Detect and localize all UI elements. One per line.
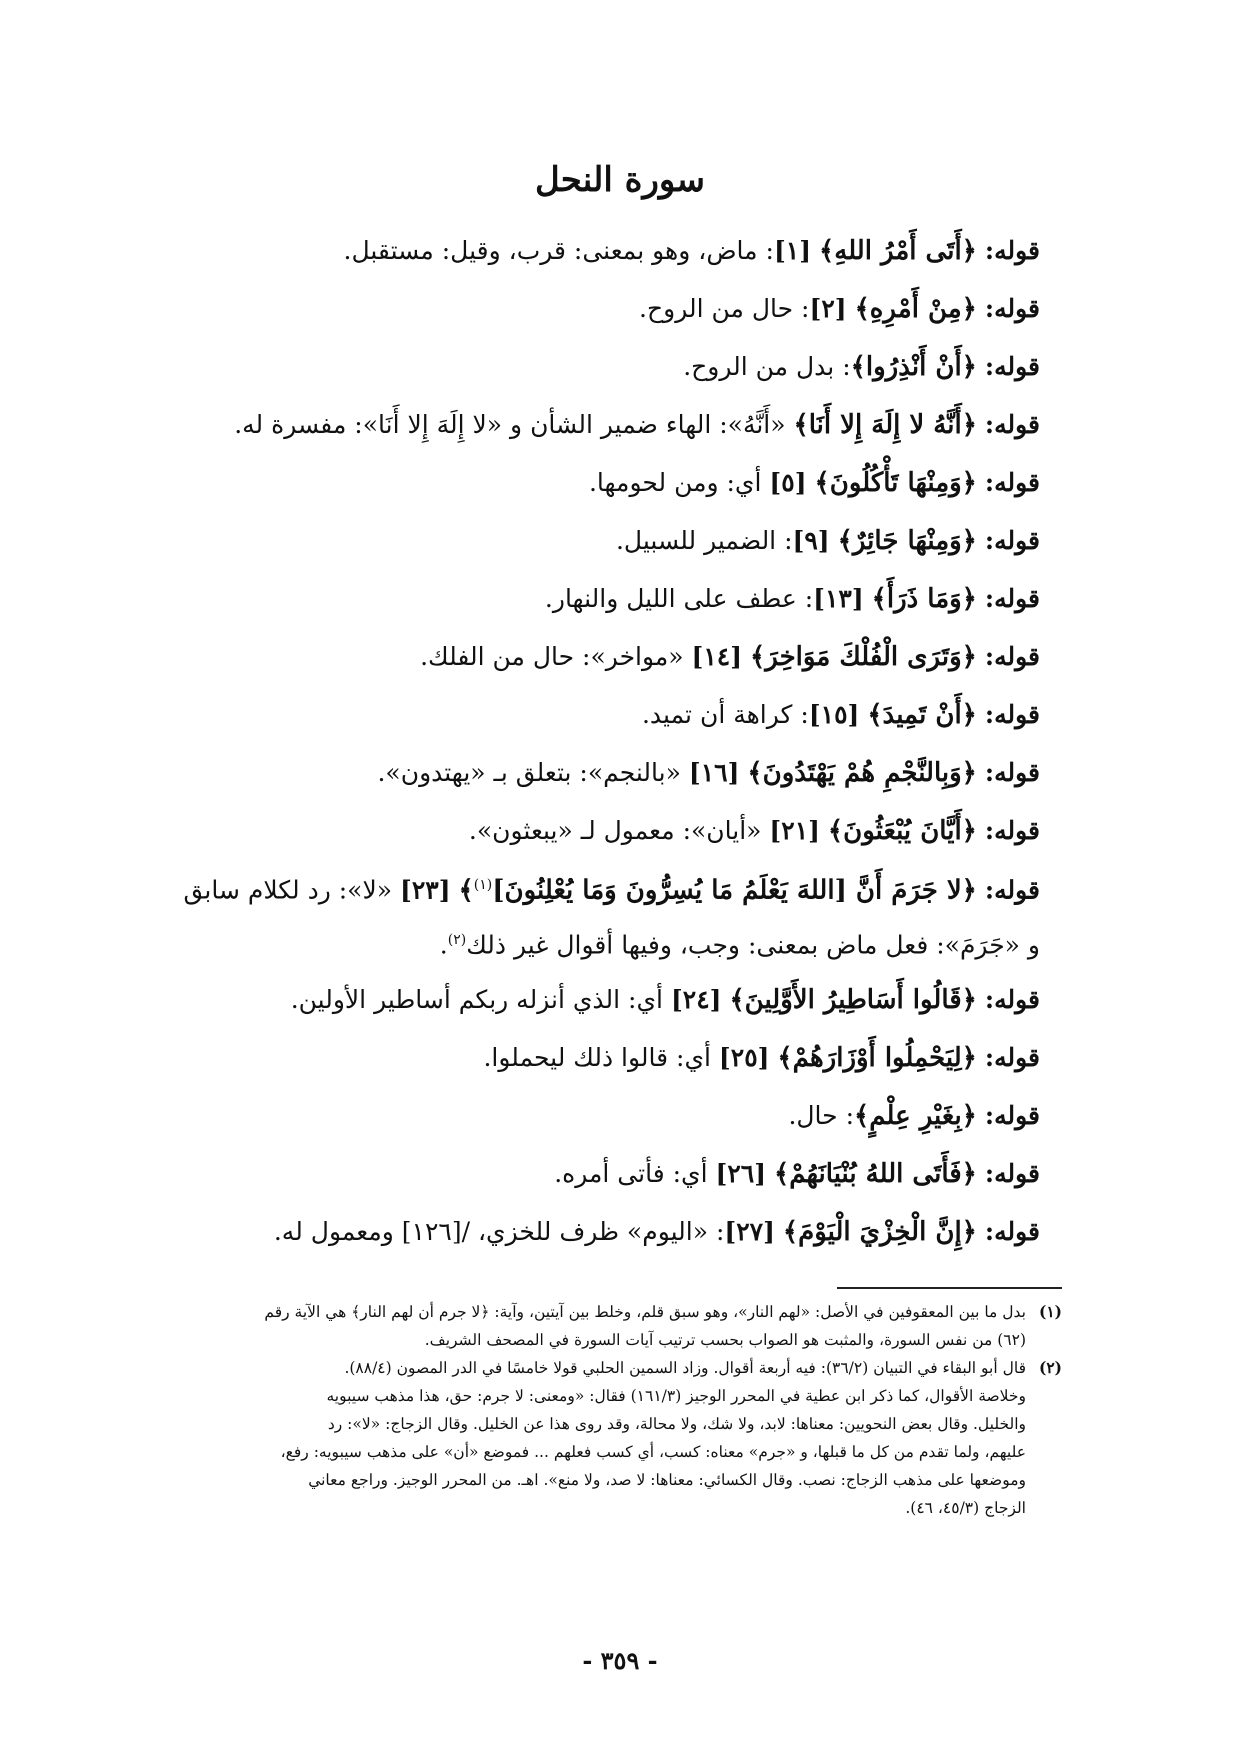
- entry-12: [0, 860, 1040, 971]
- footnote-marker[interactable]: (٢): [447, 932, 467, 949]
- entry-text: أي: قالوا ذلك ليحملوا.: [483, 1042, 711, 1072]
- page-number: - ٣٥٩ -: [582, 1646, 658, 1675]
- entry-lead: قوله:: [984, 1158, 1040, 1188]
- verse-quote: ﴿أَنَّهُ لا إِلَهَ إِلا أَنَا﴾: [793, 410, 977, 440]
- verse-quote: ﴿وَتَرَى الْفُلْكَ مَوَاخِرَ﴾: [750, 642, 977, 672]
- verse-quote: ﴿وَمِنْهَا جَائِرٌ﴾: [837, 526, 977, 556]
- footnote-line: وخلاصة الأقوال، كما ذكر ابن عطية في المحرر الوجيز (١٦١/٣) فقال: «ومعنى: لا جرم: حق، هذا مذهب سيبويه: [326, 1387, 1026, 1405]
- footnote-line: عليهم، ولما تقدم من كل ما قبلها، و «جرم» معناه: كسب، أي كسب فعلهم ... فموضع «أن» على مذهب سيبويه: رفع،: [280, 1443, 1026, 1461]
- entry-text: : ماض، وهو بمعنى: قرب، وقيل: مستقبل.: [343, 236, 774, 265]
- entry-text: أي: فأتى أمره.: [554, 1158, 708, 1188]
- verse-ref: [٢٣]: [399, 875, 451, 905]
- footnote-number: (٢): [1038, 1358, 1062, 1377]
- footnote-1: [182, 1298, 1062, 1354]
- entry-lead: قوله:: [984, 816, 1040, 845]
- entry-lead: قوله:: [984, 700, 1040, 729]
- footnote-line: الزجاج (٤٥/٣، ٤٦).: [905, 1499, 1026, 1517]
- entry-text: : «اليوم» ظرف للخزي، /[١٢٦] ومعمول له.: [273, 1216, 725, 1246]
- entry-lead: قوله:: [984, 642, 1040, 671]
- entry-text: «أَنَّهُ»: الهاء ضمير الشأن و «لا إِلَهَ إِلا أَنَا»: مفسرة له.: [234, 410, 786, 439]
- footnotes: [182, 1298, 1062, 1522]
- entry-text: : حال من الروح.: [639, 294, 810, 323]
- verse-ref: [٥]: [769, 468, 807, 497]
- entry-lead: قوله:: [984, 526, 1040, 555]
- entry-1: [180, 222, 1040, 280]
- entry-lead: قوله:: [984, 984, 1040, 1014]
- verse-quote: ﴿بِغَيْرِ عِلْمٍ﴾: [854, 1100, 977, 1131]
- entry-2: [180, 280, 1040, 338]
- entries-list: [180, 222, 1040, 1261]
- entry-15: [180, 1087, 1040, 1145]
- verse-quote-end: ﴾: [458, 875, 474, 906]
- footnote-divider: [837, 1287, 1062, 1289]
- entry-lead: قوله:: [984, 410, 1040, 439]
- entry-8: [180, 628, 1040, 686]
- entry-continuation: [0, 915, 1040, 970]
- verse-quote: ﴿لِيَحْمِلُوا أَوْزَارَهُمْ﴾: [777, 1042, 977, 1073]
- continuation-end: .: [439, 930, 448, 960]
- entry-5: [180, 454, 1040, 512]
- verse-quote: ﴿إِنَّ الْخِزْيَ الْيَوْمَ﴾: [782, 1216, 977, 1247]
- verse-quote: ﴿وَمِنْهَا تَأْكُلُونَ﴾: [814, 468, 977, 498]
- entry-lead: قوله:: [984, 236, 1040, 265]
- verse-quote: ﴿مِنْ أَمْرِهِ﴾: [854, 294, 977, 324]
- entry-text: : الضمير للسبيل.: [615, 526, 793, 555]
- verse-quote: ﴿وَبِالنَّجْمِ هُمْ يَهْتَدُونَ﴾: [747, 758, 977, 788]
- footnote-number: (١): [1038, 1302, 1062, 1321]
- entry-text: «لا»: رد لكلام سابق: [183, 875, 393, 905]
- verse-ref: [٢٤]: [670, 984, 722, 1014]
- verse-quote: ﴿لا جَرَمَ أَنَّ [اللهَ يَعْلَمُ مَا يُسِرُّونَ وَمَا يُعْلِنُونَ]: [492, 875, 977, 906]
- footnote-marker[interactable]: (١): [473, 877, 493, 893]
- verse-ref: [٢]: [809, 294, 847, 323]
- continuation-text: و «جَرَمَ»: فعل ماض بمعنى: وجب، وفيها أقوال غير ذلك: [466, 930, 1040, 960]
- verse-quote: ﴿أَتَى أَمْرُ اللهِ﴾: [819, 236, 977, 266]
- entry-text: «بالنجم»: بتعلق بـ «يهتدون».: [377, 758, 681, 787]
- entry-text: «مواخر»: حال من الفلك.: [420, 642, 684, 671]
- footnote-line: بدل ما بين المعقوفين في الأصل: «لهم النار»، وهو سبق قلم، وخلط بين آيتين، وآية: ﴿لا جرم أن لهم النار﴾ هي الآية رقم: [264, 1303, 1026, 1321]
- verse-quote: ﴿فَأَتَى اللهُ بُنْيَانَهُمْ﴾: [774, 1158, 977, 1189]
- entry-7: [180, 570, 1040, 628]
- footnote-line: قال أبو البقاء في التبيان (٣٦/٢): فيه أربعة أقوال. وزاد السمين الحلبي قولا خامسًا في الدر المصون (٨٨/٤).: [344, 1359, 1026, 1377]
- entry-lead: قوله:: [984, 1216, 1040, 1246]
- entry-text: : حال.: [788, 1100, 854, 1130]
- entry-text: أي: ومن لحومها.: [588, 468, 762, 497]
- footnote-line: (٦٢) من نفس السورة، والمثبت هو الصواب بحسب ترتيب آيات السورة في المصحف الشريف.: [424, 1331, 1026, 1349]
- verse-quote: ﴿أَيَّانَ يُبْعَثُونَ﴾: [827, 816, 977, 846]
- entry-9: [180, 686, 1040, 744]
- surah-title: سورة النحل: [535, 160, 705, 200]
- entry-6: [180, 512, 1040, 570]
- verse-ref: [١٥]: [808, 700, 860, 729]
- entry-11: [180, 802, 1040, 860]
- entry-text: : بدل من الروح.: [683, 352, 851, 381]
- verse-quote: ﴿أَنْ أَنْذِرُوا﴾: [850, 352, 977, 382]
- entry-3: [180, 338, 1040, 396]
- entry-10: [180, 744, 1040, 802]
- footnote-line: وموضعها على مذهب الزجاج: نصب. وقال الكسائي: معناها: لا صد، ولا منع». اهـ. من المحرر الوجيز. وراجع معاني: [308, 1471, 1026, 1489]
- entry-lead: قوله:: [984, 352, 1040, 381]
- entry-lead: قوله:: [984, 758, 1040, 787]
- entry-lead: قوله:: [984, 875, 1040, 905]
- verse-quote: ﴿قَالُوا أَسَاطِيرُ الأَوَّلِينَ﴾: [729, 984, 977, 1015]
- verse-ref: [١]: [773, 236, 812, 265]
- footnote-2: [182, 1354, 1062, 1522]
- verse-quote: ﴿وَمَا ذَرَأَ﴾: [871, 584, 977, 614]
- verse-ref: [١٦]: [688, 758, 740, 787]
- entry-lead: قوله:: [984, 584, 1040, 613]
- verse-ref: [٢٧]: [724, 1216, 775, 1246]
- entry-text: أي: الذي أنزله ربكم أساطير الأولين.: [290, 984, 663, 1014]
- verse-ref: [٢٦]: [715, 1158, 767, 1188]
- verse-ref: [١٤]: [691, 642, 743, 671]
- entry-text: : كراهة أن تميد.: [641, 700, 809, 729]
- entry-14: [180, 1029, 1040, 1087]
- entry-16: [180, 1145, 1040, 1203]
- verse-quote: ﴿أَنْ تَمِيدَ﴾: [867, 700, 977, 730]
- entry-text: : عطف على الليل والنهار.: [544, 584, 814, 613]
- verse-ref: [٢١]: [769, 816, 820, 845]
- entry-lead: قوله:: [984, 1042, 1040, 1072]
- entry-lead: قوله:: [984, 1100, 1040, 1130]
- entry-17: [180, 1203, 1040, 1261]
- verse-ref: [٩]: [792, 526, 830, 555]
- entry-text: «أيان»: معمول لـ «يبعثون».: [468, 816, 762, 845]
- entry-4: [180, 396, 1040, 454]
- entry-lead: قوله:: [984, 294, 1040, 323]
- verse-ref: [١٣]: [813, 584, 864, 613]
- verse-ref: [٢٥]: [718, 1042, 770, 1072]
- footnote-line: والخليل. وقال بعض النحويين: معناها: لابد، ولا شك، ولا محالة، وقد روى هذا عن الخليل. وقال الزجاج: «لا»: رد: [327, 1415, 1026, 1433]
- entry-13: [180, 971, 1040, 1029]
- entry-lead: قوله:: [984, 468, 1040, 497]
